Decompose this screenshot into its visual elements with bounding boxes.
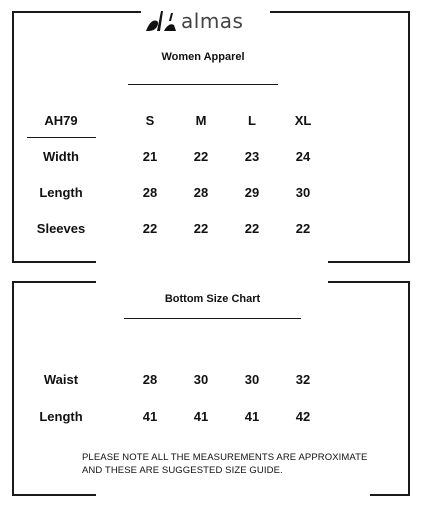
length-m: 28 (193, 185, 209, 200)
top-title-underline (128, 84, 278, 85)
bottom-box-right-line (408, 281, 410, 496)
bottom-box-right-top-line (328, 281, 410, 283)
top-box-left-bottom-line (12, 261, 96, 263)
bottom-length-m: 41 (193, 409, 209, 424)
almas-calligraphy-icon (143, 7, 179, 35)
width-l: 23 (244, 149, 260, 164)
waist-xl: 32 (295, 372, 311, 387)
top-box-right-bottom-line (328, 261, 410, 263)
top-section-title: Women Apparel (161, 51, 245, 63)
code-underline (27, 137, 96, 138)
product-code: AH79 (44, 113, 78, 128)
sleeves-s: 22 (142, 221, 158, 236)
sleeves-m: 22 (193, 221, 209, 236)
bottom-box-left-bottom-line (12, 494, 96, 496)
brand-name: almas (181, 9, 244, 33)
bottom-box-right-bottom-line (370, 494, 410, 496)
top-box-right-line (408, 11, 410, 263)
top-box-left-line (12, 11, 14, 263)
row-label-sleeves: Sleeves (36, 221, 86, 236)
row-label-bottom-length: Length (39, 409, 83, 424)
bottom-box-left-line (12, 281, 14, 496)
length-s: 28 (142, 185, 158, 200)
bottom-length-xl: 42 (295, 409, 311, 424)
bottom-length-l: 41 (244, 409, 260, 424)
width-m: 22 (193, 149, 209, 164)
measurement-note-line-2: AND THESE ARE SUGGESTED SIZE GUIDE. (82, 465, 283, 476)
row-label-waist: Waist (43, 372, 79, 387)
length-l: 29 (244, 185, 260, 200)
waist-s: 28 (142, 372, 158, 387)
sleeves-xl: 22 (295, 221, 311, 236)
measurement-note-line-1: PLEASE NOTE ALL THE MEASUREMENTS ARE APPROXIMATE (82, 452, 368, 463)
row-label-width: Width (43, 149, 79, 164)
waist-m: 30 (193, 372, 209, 387)
size-header-s: S (145, 113, 155, 128)
length-xl: 30 (295, 185, 311, 200)
top-box-right-top-line (270, 11, 410, 13)
bottom-length-s: 41 (142, 409, 158, 424)
brand-logo (143, 6, 243, 36)
size-header-m: M (195, 113, 207, 128)
sleeves-l: 22 (244, 221, 260, 236)
bottom-section-title: Bottom Size Chart (164, 293, 261, 305)
width-s: 21 (142, 149, 158, 164)
bottom-title-underline (124, 318, 301, 319)
width-xl: 24 (295, 149, 311, 164)
waist-l: 30 (244, 372, 260, 387)
size-header-xl: XL (294, 113, 312, 128)
bottom-box-left-top-line (12, 281, 96, 283)
row-label-length: Length (39, 185, 83, 200)
size-header-l: L (248, 113, 256, 128)
top-box-left-top-line (12, 11, 141, 13)
